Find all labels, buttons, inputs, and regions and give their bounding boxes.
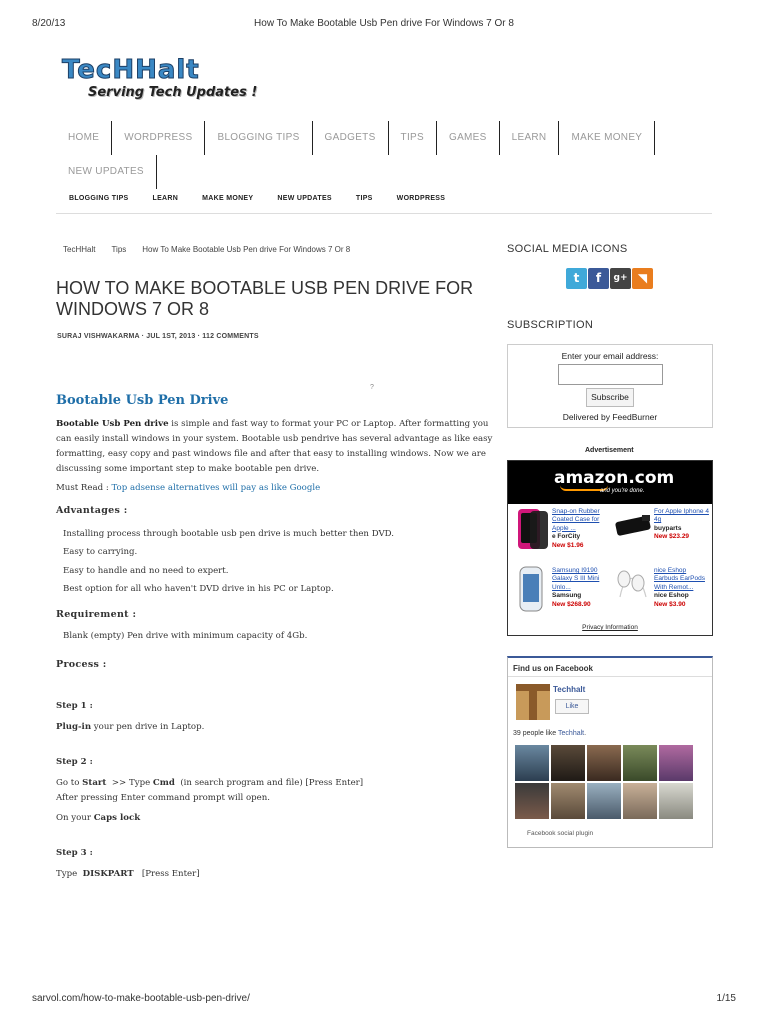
techhalt-page-avatar[interactable]: [516, 684, 550, 720]
step1-rest: your pen drive in Laptop.: [91, 722, 205, 732]
facebook-box-heading: Find us on Facebook: [513, 664, 594, 673]
social-heading: SOCIAL MEDIA ICONS: [507, 243, 628, 255]
step2-start: Start: [82, 778, 107, 788]
amazon-item-seller: buyparts: [654, 524, 682, 532]
fan-avatar[interactable]: [587, 745, 621, 781]
advantage-item: Easy to carrying.: [63, 547, 138, 558]
amazon-header: [508, 461, 712, 504]
avatar-bar: [516, 684, 550, 691]
intro-paragraph: [56, 417, 496, 477]
advantage-item: Easy to handle and no need to expert.: [63, 565, 229, 576]
nav-home[interactable]: HOME: [56, 121, 112, 155]
post-title: HOW TO MAKE BOOTABLE USB PEN DRIVE FOR WINDOWS 7 OR 8: [56, 278, 474, 319]
nav-make-money[interactable]: MAKE MONEY: [559, 121, 655, 155]
must-read-label: Must Read :: [56, 483, 112, 493]
fan-avatar[interactable]: [659, 783, 693, 819]
facebook-like-box: [507, 656, 713, 848]
site-logo[interactable]: [62, 55, 277, 107]
email-field[interactable]: [558, 364, 663, 385]
step2-line3: [56, 811, 496, 826]
step3-diskpart: DISKPART: [82, 869, 134, 879]
fan-avatar[interactable]: [551, 783, 585, 819]
amazon-privacy-link[interactable]: Privacy Information: [582, 624, 638, 631]
facebook-divider: [508, 676, 712, 677]
rss-icon[interactable]: ◥: [632, 268, 653, 289]
nav-blogging-tips[interactable]: BLOGGING TIPS: [205, 121, 312, 155]
logo-tagline: Serving Tech Updates !: [88, 85, 258, 100]
google-plus-icon[interactable]: g+: [610, 268, 631, 289]
step1-heading: Step 1 :: [56, 701, 93, 711]
fan-avatar[interactable]: [623, 745, 657, 781]
print-title: How To Make Bootable Usb Pen drive For Windows 7 Or 8: [254, 18, 514, 29]
step2-go: Go to: [56, 778, 83, 788]
sub-nav: [69, 195, 469, 202]
subscription-box: [507, 344, 713, 428]
print-page-number: 1/15: [716, 993, 736, 1004]
amazon-item-seller: Samsung: [552, 592, 582, 600]
step2-rest: (in search program and file) [Press Enter]: [174, 778, 364, 788]
stray-mark: ?: [370, 384, 374, 391]
nav-learn[interactable]: LEARN: [500, 121, 560, 155]
breadcrumb-current: How To Make Bootable Usb Pen drive For Windows 7 Or 8: [142, 245, 351, 254]
subnav-new-updates[interactable]: NEW UPDATES: [277, 195, 332, 202]
advantage-item: Installing process through bootable usb pen drive is much better then DVD.: [63, 529, 394, 539]
nav-games[interactable]: GAMES: [437, 121, 500, 155]
logo-name: TecHHalt: [62, 55, 200, 85]
like-count-end: .: [584, 730, 587, 737]
post-byline: SURAJ VISHWAKARMA · JUL 1ST, 2013 · 112 COMMENTS: [57, 333, 259, 340]
subnav-make-money[interactable]: MAKE MONEY: [202, 195, 254, 202]
social-icons: [566, 268, 653, 289]
advantages-heading: Advantages :: [56, 505, 128, 516]
step2-line3-a: On your: [56, 813, 94, 823]
earbuds-thumbnail[interactable]: [612, 567, 652, 607]
amazon-item-price: New $3.90: [654, 600, 686, 608]
step3-text: [56, 867, 496, 882]
nav-gadgets[interactable]: GADGETS: [313, 121, 389, 155]
amazon-ad[interactable]: [507, 460, 713, 636]
subnav-blogging-tips[interactable]: BLOGGING TIPS: [69, 195, 129, 202]
main-nav: [56, 121, 656, 189]
requirement-heading: Requirement :: [56, 609, 137, 620]
amazon-item-1[interactable]: [552, 508, 610, 550]
ad-label: Advertisement: [585, 447, 634, 454]
step3-heading: Step 3 :: [56, 848, 93, 858]
step2-heading: Step 2 :: [56, 757, 93, 767]
facebook-page-name[interactable]: Techhalt: [553, 685, 586, 694]
step2-text: [56, 776, 496, 791]
subscription-heading: SUBSCRIPTION: [507, 319, 594, 331]
fan-avatar[interactable]: [587, 783, 621, 819]
header-divider: [56, 213, 712, 214]
facebook-fans-grid: [515, 745, 695, 819]
step1-bold: Plug-in: [56, 722, 92, 732]
intro-text: is simple and fast way to format your PC or Laptop. After formatting you can easily install windows in your system. Bootable usb pendrive has several advantage as like easy formatting, easy copy and past windows file and after that easy to installing windows. Now we are discussing some important step to make bootable pen drive.: [56, 419, 493, 474]
amazon-item-price: New $268.90: [552, 600, 591, 608]
must-read-link[interactable]: Top adsense alternatives will pay as like Google: [111, 483, 321, 493]
breadcrumb-home[interactable]: TecHHalt: [63, 245, 96, 254]
amazon-tagline: and you're done.: [600, 488, 645, 494]
advantages-list: [63, 525, 503, 599]
amazon-logo: amazon.com: [554, 468, 675, 488]
step2-line2: After pressing Enter command prompt will open.: [56, 793, 270, 803]
like-count-link[interactable]: Techhalt: [558, 730, 585, 737]
email-label: Enter your email address:: [561, 351, 659, 361]
step3-c: [Press Enter]: [133, 869, 200, 879]
phone-part-thumbnail[interactable]: [612, 513, 656, 543]
step2-capslock: Caps lock: [93, 813, 141, 823]
facebook-like-count: [513, 730, 586, 737]
amazon-item-4[interactable]: [654, 567, 712, 609]
step2-mid: >> Type: [106, 778, 153, 788]
breadcrumb: [63, 245, 366, 254]
breadcrumb-category[interactable]: Tips: [111, 245, 127, 254]
fan-avatar[interactable]: [623, 783, 657, 819]
print-date: 8/20/13: [32, 18, 66, 29]
phone-case-thumbnail[interactable]: [512, 507, 552, 551]
step1-text: [56, 720, 496, 735]
amazon-item-price: New $23.29: [654, 533, 690, 541]
nav-wordpress[interactable]: WORDPRESS: [112, 121, 205, 155]
step2-cmd: Cmd: [152, 778, 175, 788]
facebook-icon[interactable]: f: [588, 268, 609, 289]
print-url: sarvol.com/how-to-make-bootable-usb-pen-drive/: [32, 993, 250, 1004]
process-heading: Process :: [56, 659, 107, 670]
amazon-item-title[interactable]: nice Eshop Earbuds EarPods With Remot...: [654, 567, 705, 591]
amazon-item-2[interactable]: [654, 508, 712, 542]
amazon-item-3[interactable]: [552, 567, 612, 609]
twitter-icon[interactable]: t: [566, 268, 587, 289]
section-heading-bootable: Bootable Usb Pen Drive: [56, 393, 229, 408]
fan-avatar[interactable]: [659, 745, 693, 781]
nav-tips[interactable]: TIPS: [389, 121, 437, 155]
facebook-like-button[interactable]: Like: [555, 699, 589, 714]
subnav-learn[interactable]: LEARN: [152, 195, 179, 202]
subscribe-button[interactable]: Subscribe: [586, 388, 634, 407]
feedburner-credit[interactable]: Delivered by FeedBurner: [562, 412, 658, 422]
amazon-item-seller: nice Eshop: [654, 592, 689, 600]
avatar-stem: [529, 691, 537, 720]
amazon-item-title[interactable]: For Apple Iphone 4 4g: [654, 508, 709, 524]
requirement-text: Blank (empty) Pen drive with minimum capacity of 4Gb.: [63, 631, 308, 641]
amazon-item-price: New $1.96: [552, 541, 584, 549]
subnav-tips[interactable]: TIPS: [355, 195, 373, 202]
facebook-plugin-label: Facebook social plugin: [527, 830, 594, 837]
amazon-item-seller: e ForCity: [552, 533, 581, 541]
galaxy-phone-thumbnail[interactable]: [516, 565, 546, 613]
amazon-item-title[interactable]: Samsung I9190 Galaxy S III Mini Unlo...: [552, 567, 600, 591]
amazon-item-title[interactable]: Snap-on Rubber Coated Case for Apple ...: [552, 508, 600, 532]
subnav-wordpress[interactable]: WORDPRESS: [396, 195, 446, 202]
like-count-text: 39 people like: [513, 730, 559, 737]
fan-avatar[interactable]: [515, 783, 549, 819]
step3-a: Type: [56, 869, 83, 879]
fan-avatar[interactable]: [515, 745, 549, 781]
must-read: [56, 481, 496, 496]
fan-avatar[interactable]: [551, 745, 585, 781]
intro-bold: Bootable Usb Pen drive: [56, 419, 169, 429]
advantage-item: Best option for all who haven't DVD drive in his PC or Laptop.: [63, 584, 334, 595]
nav-new-updates[interactable]: NEW UPDATES: [56, 155, 157, 189]
